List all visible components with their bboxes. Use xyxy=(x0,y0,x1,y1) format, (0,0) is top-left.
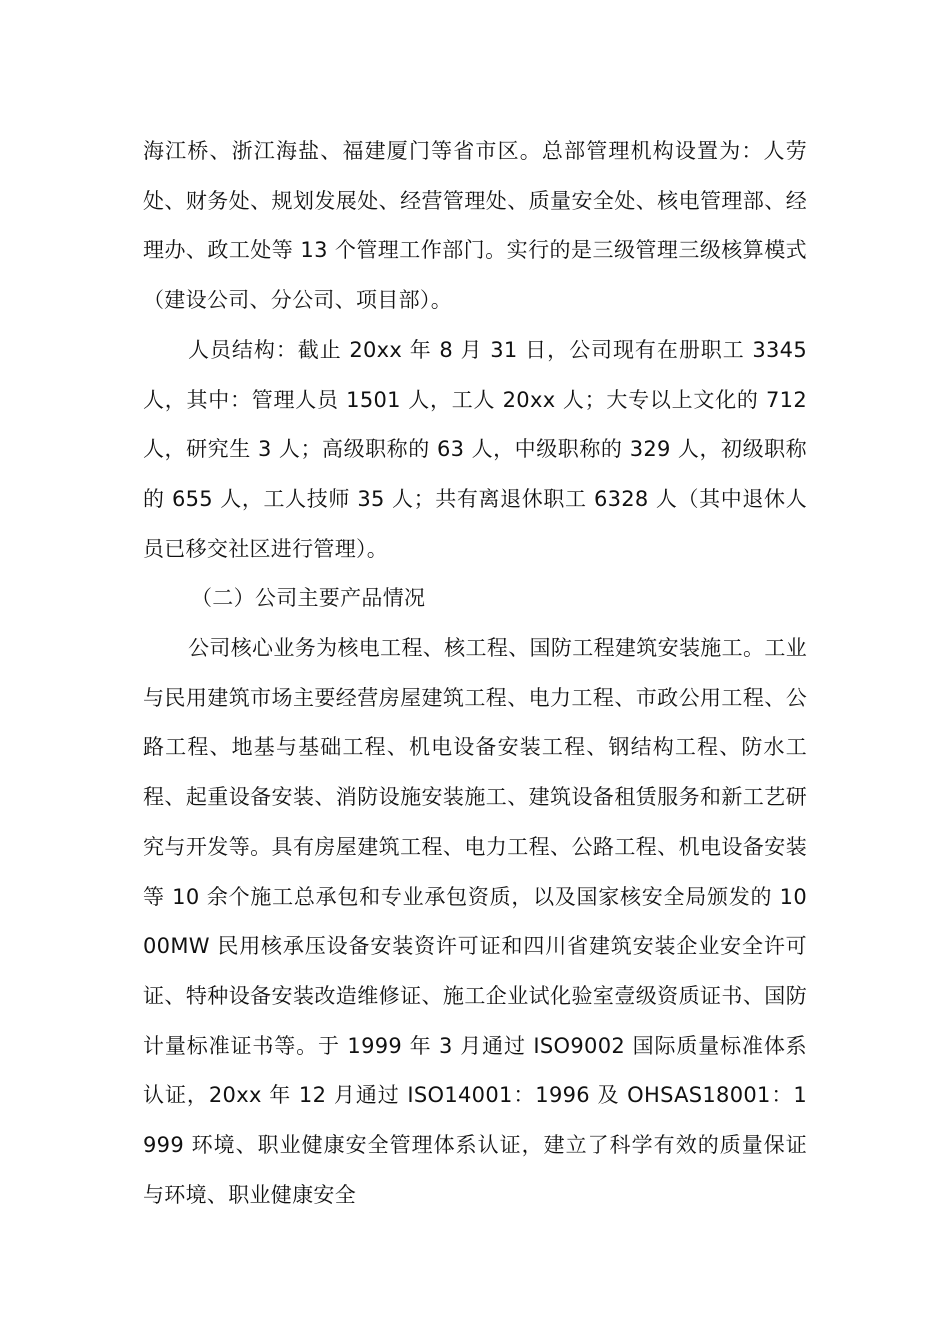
core-business-paragraph: 公司核心业务为核电工程、核工程、国防工程建筑安装施工。工业与民用建筑市场主要经营房屋建筑工程、电力工程、市政公用工程、公路工程、地基与基础工程、机电设备安装工程、钢结构工程、防水工程、起重设备安装、消防设施安装施工、建筑设备租赁服务和新工艺研究与开发等。具有房屋建筑工程、电力工程、公路工程、机电设备安装等 10 余个施工总承包和专业承包资质，以及国家核安全局颁发的 1000MW 民用核承压设备安装资许可证和四川省建筑安装企业安全许可证、特种设备安装改造维修证、施工企业试化验室壹级资质证书、国防计量标准证书等。于 1999 年 3 月通过 ISO9002 国际质量标准体系认证，20xx 年 12 月通过 ISO14001：1996 及 OHSAS18001：1999 环境、职业健康安全管理体系认证，建立了科学有效的质量保证与环境、职业健康安全 xyxy=(143,636,807,1207)
section-heading-main-products: （二）公司主要产品情况 xyxy=(191,586,426,611)
document-page xyxy=(143,127,807,1220)
org-structure-paragraph: 海江桥、浙江海盐、福建厦门等省市区。总部管理机构设置为：人劳处、财务处、规划发展处、经营管理处、质量安全处、核电管理部、经理办、政工处等 13 个管理工作部门。实行的是三级管理三级核算模式（建设公司、分公司、项目部）。 xyxy=(143,139,807,313)
staff-structure-paragraph: 人员结构：截止 20xx 年 8 月 31 日，公司现有在册职工 3345 人，其中：管理人员 1501 人，工人 20xx 人；大专以上文化的 712 人，研究生 3 人；高级职称的 63 人，中级职称的 329 人，初级职称的 655 人，工人技师 35 人；共有离退休职工 6328 人（其中退休人员已移交社区进行管理）。 xyxy=(143,337,807,561)
